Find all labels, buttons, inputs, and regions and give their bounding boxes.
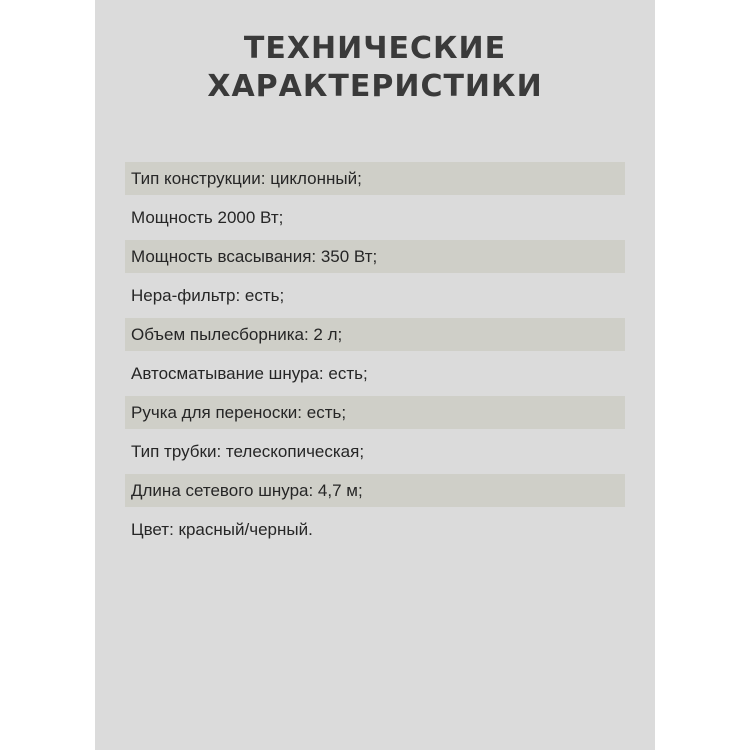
spec-row: Мощность 2000 Вт; [131, 208, 284, 227]
spec-row: Автосматывание шнура: есть; [131, 364, 368, 383]
page-title [95, 30, 655, 106]
spec-row: Тип трубки: телескопическая; [131, 442, 365, 461]
title-line-2: ХАРАКТЕРИСТИКИ [207, 69, 543, 104]
spec-row: Мощность всасывания: 350 Вт; [125, 240, 625, 273]
spec-row: Нера-фильтр: есть; [131, 286, 285, 305]
spec-row: Тип конструкции: циклонный; [125, 162, 625, 195]
spec-list [125, 162, 625, 552]
title-line-1: ТЕХНИЧЕСКИЕ [243, 31, 507, 66]
spec-row: Ручка для переноски: есть; [125, 396, 625, 429]
spec-row: Объем пылесборника: 2 л; [125, 318, 625, 351]
spec-row: Длина сетевого шнура: 4,7 м; [125, 474, 625, 507]
spec-row: Цвет: красный/черный. [131, 520, 313, 539]
spec-card [95, 0, 655, 750]
